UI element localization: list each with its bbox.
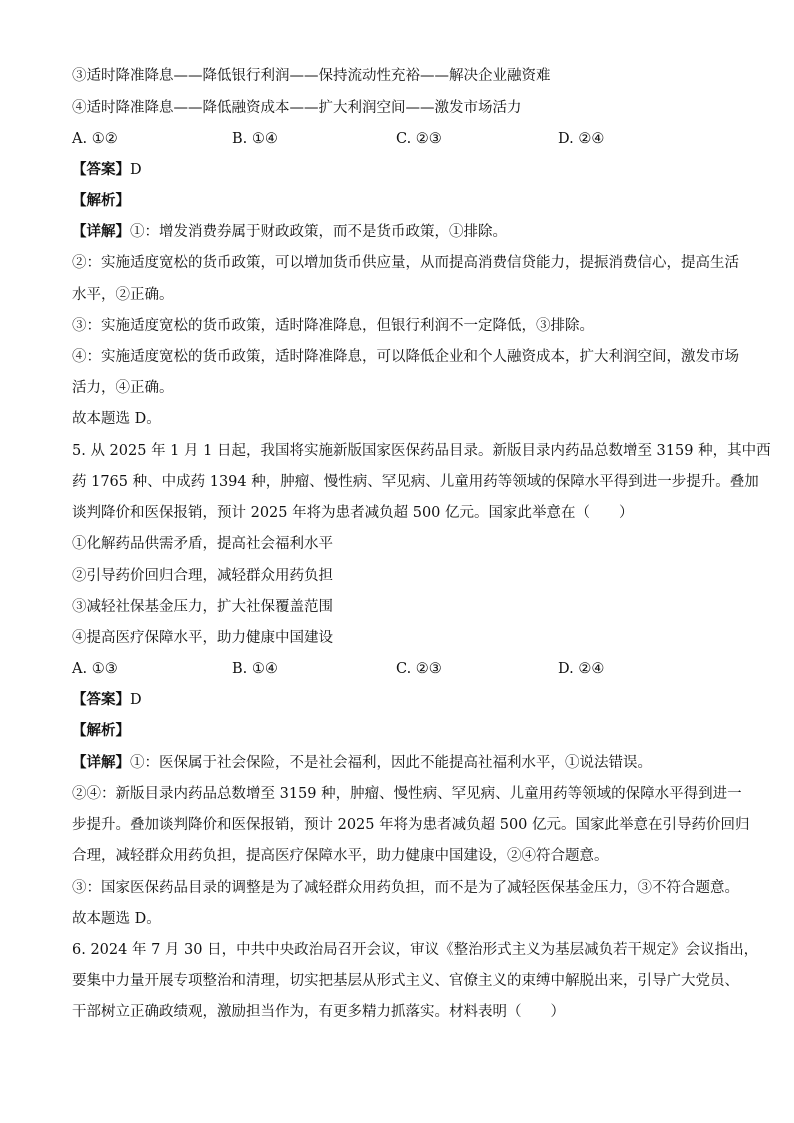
q5-detail-3: ③：国家医保药品目录的调整是为了减轻群众用药负担，而不是为了减轻医保基金压力，③不符合题意。 [72,880,739,896]
q6-stem-2: 要集中力量开展专项整治和清理，切实把基层从形式主义、官僚主义的束缚中解脱出来，引导广大党员、 [72,973,739,989]
q4-item-4: ④适时降准降息——降低融资成本——扩大利润空间——激发市场活力 [72,100,522,116]
q5-answer [72,690,732,710]
answer-value: D [130,692,142,708]
q4-answer [72,160,732,180]
q4-detail-2a: ②：实施适度宽松的货币政策，可以增加货币供应量，从而提高消费信贷能力，提振消费信心，提高生活 [72,255,739,271]
q4-detail-4a: ④：实施适度宽松的货币政策，适时降准降息，可以降低企业和个人融资成本，扩大利润空间，激发市场 [72,349,739,365]
q5-stem-2: 药 1765 种、中成药 1394 种，肿瘤、慢性病、罕见病、儿童用药等领域的保障水平得到进一步提升。叠加 [72,474,759,490]
answer-label: 【答案】 [72,691,130,708]
q4-conclusion: 故本题选 D。 [72,411,161,427]
q5-option-b: B. ①④ [232,661,278,677]
q6-stem-1: 6. 2024 年 7 月 30 日，中共中央政治局召开会议，审议《整治形式主义为基层减负若干规定》会议指出， [72,942,759,958]
q5-detail-2a: ②④：新版目录内药品总数增至 3159 种，肿瘤、慢性病、罕见病、儿童用药等领域的保障水平得到进一 [72,786,742,802]
q5-item-2: ②引导药价回归合理，减轻群众用药负担 [72,568,333,584]
detail-label: 【详解】 [72,754,130,771]
q5-detail-2b: 步提升。叠加谈判降价和医保报销，预计 2025 年将为患者减负超 500 亿元。国家此举意在引导药价回归 [72,817,750,833]
q4-detail-3: ③：实施适度宽松的货币政策，适时降准降息，但银行利润不一定降低，③排除。 [72,318,594,334]
q5-stem-1: 5. 从 2025 年 1 月 1 日起，我国将实施新版国家医保药品目录。新版目录内药品总数增至 3159 种，其中西 [72,443,771,459]
q4-option-c: C. ②③ [396,131,442,147]
detail-text: ①：医保属于社会保险，不是社会福利，因此不能提高社福利水平，①说法错误。 [130,755,652,771]
q4-detail-2b: 水平，②正确。 [72,287,174,303]
answer-value: D [130,162,142,178]
q6-stem-3: 干部树立正确政绩观，激励担当作为，有更多精力抓落实。材料表明（ ） [72,1004,565,1020]
q4-item-3: ③适时降准降息——降低银行利润——保持流动性充裕——解决企业融资难 [72,68,551,84]
answer-label: 【答案】 [72,161,130,178]
q4-option-d: D. ②④ [558,131,605,147]
q5-option-a: A. ①③ [72,661,118,677]
q5-detail-1 [72,753,732,773]
q4-detail-4b: 活力，④正确。 [72,380,174,396]
q4-option-a: A. ①② [72,131,118,147]
q5-item-3: ③减轻社保基金压力，扩大社保覆盖范围 [72,599,333,615]
q5-stem-3: 谈判降价和医保报销，预计 2025 年将为患者减负超 500 亿元。国家此举意在（ ） [72,505,634,521]
detail-label: 【详解】 [72,223,130,240]
q4-detail-1 [72,222,732,242]
q5-analysis-label: 【解析】 [72,722,130,739]
q5-option-c: C. ②③ [396,661,442,677]
q4-analysis-label: 【解析】 [72,192,130,209]
q5-detail-2c: 合理，减轻群众用药负担，提高医疗保障水平，助力健康中国建设，②④符合题意。 [72,848,609,864]
q5-option-d: D. ②④ [558,661,605,677]
q4-option-b: B. ①④ [232,131,278,147]
q5-item-4: ④提高医疗保障水平，助力健康中国建设 [72,630,333,646]
q5-item-1: ①化解药品供需矛盾，提高社会福利水平 [72,536,333,552]
detail-text: ①：增发消费券属于财政政策，而不是货币政策，①排除。 [130,224,507,240]
q5-conclusion: 故本题选 D。 [72,911,161,927]
